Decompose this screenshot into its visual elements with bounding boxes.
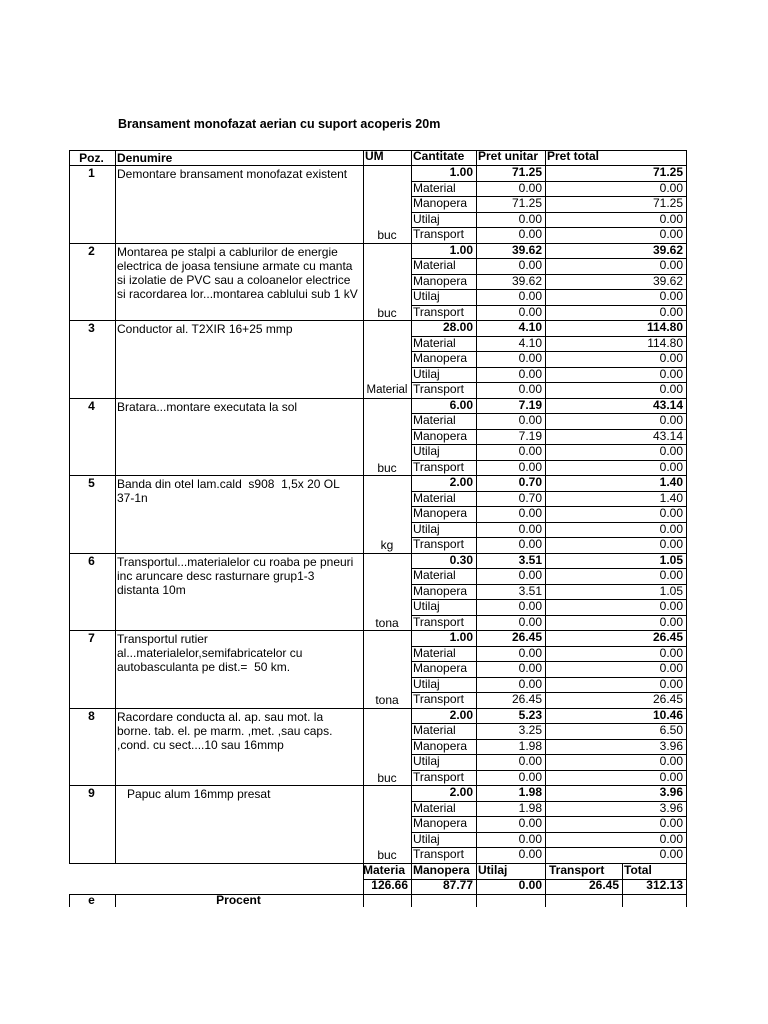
summary-value-manopera: 87.77 bbox=[442, 878, 473, 892]
summary-value-transport: 26.45 bbox=[588, 878, 619, 892]
item-unit: tona bbox=[375, 693, 399, 707]
grid-line bbox=[411, 150, 412, 165]
grid-line bbox=[686, 475, 687, 553]
grid-line bbox=[686, 320, 687, 398]
grid-line bbox=[69, 165, 70, 243]
cost-category-total: 0.00 bbox=[659, 754, 683, 768]
item-unit-price: 71.25 bbox=[511, 165, 542, 179]
footer-procent-label: Procent bbox=[216, 893, 261, 907]
cost-category-unit-price: 0.00 bbox=[518, 305, 542, 319]
grid-line bbox=[115, 320, 116, 398]
item-number: 1 bbox=[88, 166, 95, 180]
item-description: Conductor al. T2XIR 16+25 mmp bbox=[117, 322, 293, 336]
cost-category-unit-price: 4.10 bbox=[518, 336, 542, 350]
item-quantity: 1.00 bbox=[449, 165, 473, 179]
item-total-price: 39.62 bbox=[652, 243, 683, 257]
cost-category-label: Transport bbox=[413, 615, 464, 629]
cost-category-label: Utilaj bbox=[413, 677, 440, 691]
item-number: 7 bbox=[88, 631, 95, 645]
cost-category-total: 0.00 bbox=[659, 212, 683, 226]
cost-category-unit-price: 0.00 bbox=[518, 646, 542, 660]
item-number: 8 bbox=[88, 709, 95, 723]
grid-line bbox=[69, 785, 70, 863]
cost-category-total: 0.00 bbox=[659, 413, 683, 427]
cost-category-unit-price: 0.00 bbox=[518, 506, 542, 520]
document-title: Bransament monofazat aerian cu suport acoperis 20m bbox=[118, 117, 441, 131]
cost-category-total: 0.00 bbox=[659, 227, 683, 241]
grid-line bbox=[476, 894, 477, 907]
cost-category-total: 0.00 bbox=[659, 615, 683, 629]
grid-line bbox=[476, 785, 477, 863]
item-description: Transportul rutier al...materialelor,semifabricatelor cu autobasculanta pe dist.= 50 km. bbox=[117, 632, 306, 674]
cost-category-total: 0.00 bbox=[659, 568, 683, 582]
grid-line bbox=[411, 630, 412, 708]
cost-category-unit-price: 0.00 bbox=[518, 816, 542, 830]
grid-line bbox=[69, 475, 70, 553]
grid-line bbox=[622, 863, 623, 894]
item-total-price: 43.14 bbox=[652, 398, 683, 412]
cost-category-label: Transport bbox=[413, 305, 464, 319]
item-description: Demontare bransament monofazat existent bbox=[117, 167, 348, 181]
grid-line bbox=[545, 630, 546, 708]
cost-category-label: Manopera bbox=[413, 816, 468, 830]
item-unit-price: 26.45 bbox=[511, 630, 542, 644]
summary-header-transport: Transport bbox=[549, 863, 605, 877]
cost-category-unit-price: 0.00 bbox=[518, 847, 542, 861]
item-unit-price: 1.98 bbox=[518, 785, 542, 799]
cost-category-label: Material bbox=[413, 801, 456, 815]
grid-line bbox=[69, 894, 70, 907]
cost-category-total: 26.45 bbox=[652, 692, 683, 706]
grid-line bbox=[411, 165, 412, 243]
grid-line bbox=[686, 165, 687, 243]
cost-category-label: Manopera bbox=[413, 196, 468, 210]
item-quantity: 0.30 bbox=[449, 553, 473, 567]
footer-poz: e bbox=[88, 893, 95, 907]
cost-category-label: Material bbox=[413, 723, 456, 737]
cost-category-unit-price: 0.00 bbox=[518, 227, 542, 241]
item-unit: buc bbox=[377, 228, 397, 242]
cost-category-label: Manopera bbox=[413, 429, 468, 443]
cost-category-total: 0.00 bbox=[659, 444, 683, 458]
item-quantity: 2.00 bbox=[449, 785, 473, 799]
cost-category-unit-price: 0.00 bbox=[518, 615, 542, 629]
cost-category-unit-price: 0.70 bbox=[518, 491, 542, 505]
cost-category-unit-price: 0.00 bbox=[518, 832, 542, 846]
item-total-price: 1.05 bbox=[659, 553, 683, 567]
grid-line bbox=[411, 863, 412, 894]
grid-line bbox=[69, 630, 70, 708]
cost-category-total: 0.00 bbox=[659, 661, 683, 675]
cost-category-total: 0.00 bbox=[659, 816, 683, 830]
grid-line bbox=[686, 243, 687, 321]
cost-category-label: Manopera bbox=[413, 274, 468, 288]
item-number: 5 bbox=[88, 476, 95, 490]
cost-category-unit-price: 0.00 bbox=[518, 181, 542, 195]
cost-category-unit-price: 1.98 bbox=[518, 801, 542, 815]
cost-category-label: Utilaj bbox=[413, 289, 440, 303]
grid-line bbox=[411, 708, 412, 786]
cost-category-total: 0.00 bbox=[659, 460, 683, 474]
cost-category-label: Transport bbox=[413, 227, 464, 241]
cost-category-unit-price: 0.00 bbox=[518, 212, 542, 226]
cost-category-total: 0.00 bbox=[659, 522, 683, 536]
cost-category-label: Manopera bbox=[413, 739, 468, 753]
grid-line bbox=[476, 553, 477, 631]
cost-category-label: Utilaj bbox=[413, 754, 440, 768]
grid-line bbox=[476, 165, 477, 243]
grid-line bbox=[115, 398, 116, 476]
item-quantity: 2.00 bbox=[449, 708, 473, 722]
header-pret-unitar: Pret unitar bbox=[478, 149, 539, 163]
grid-line bbox=[69, 243, 70, 321]
cost-category-total: 39.62 bbox=[652, 274, 683, 288]
cost-category-unit-price: 0.00 bbox=[518, 367, 542, 381]
cost-category-total: 0.00 bbox=[659, 770, 683, 784]
cost-category-label: Manopera bbox=[413, 506, 468, 520]
grid-line bbox=[115, 785, 116, 863]
grid-line bbox=[476, 398, 477, 476]
grid-line bbox=[476, 150, 477, 165]
cost-category-unit-price: 0.00 bbox=[518, 537, 542, 551]
item-unit: buc bbox=[377, 461, 397, 475]
item-number: 6 bbox=[88, 554, 95, 568]
item-unit: Material bbox=[366, 384, 408, 396]
item-description: Racordare conducta al. ap. sau mot. la borne. tab. el. pe marm. ,met. ,sau caps. ,cond. cu sect....10 sau 16mmp bbox=[117, 710, 336, 752]
cost-category-label: Material bbox=[413, 336, 456, 350]
cost-category-total: 0.00 bbox=[659, 832, 683, 846]
item-description: Transportul...materialelor cu roaba pe pneuri inc aruncare desc rasturnare grup1-3 distanta 10m bbox=[117, 555, 357, 597]
cost-category-label: Material bbox=[413, 181, 456, 195]
cost-category-unit-price: 3.25 bbox=[518, 723, 542, 737]
grid-line bbox=[115, 150, 116, 165]
cost-category-total: 0.00 bbox=[659, 599, 683, 613]
cost-category-total: 0.00 bbox=[659, 847, 683, 861]
item-unit: buc bbox=[377, 848, 397, 862]
item-unit-price: 39.62 bbox=[511, 243, 542, 257]
cost-category-total: 0.00 bbox=[659, 677, 683, 691]
item-description: Banda din otel lam.cald s908 1,5x 20 OL 37-1n bbox=[117, 477, 343, 505]
item-unit: kg bbox=[380, 538, 394, 552]
cost-category-unit-price: 0.00 bbox=[518, 444, 542, 458]
item-description: Papuc alum 16mmp presat bbox=[117, 787, 271, 801]
cost-category-total: 6.50 bbox=[659, 723, 683, 737]
cost-category-label: Material bbox=[413, 568, 456, 582]
grid-line bbox=[686, 553, 687, 631]
item-quantity: 1.00 bbox=[449, 243, 473, 257]
cost-category-label: Material bbox=[413, 646, 456, 660]
grid-line bbox=[69, 708, 70, 786]
grid-line bbox=[686, 398, 687, 476]
item-description: Bratara...montare executata la sol bbox=[117, 400, 298, 414]
cost-category-label: Material bbox=[413, 491, 456, 505]
cost-category-total: 3.96 bbox=[659, 801, 683, 815]
cost-category-unit-price: 7.19 bbox=[518, 429, 542, 443]
grid-line bbox=[622, 894, 623, 907]
cost-category-unit-price: 0.00 bbox=[518, 661, 542, 675]
cost-category-total: 43.14 bbox=[652, 429, 683, 443]
cost-category-unit-price: 26.45 bbox=[511, 692, 542, 706]
header-pret-total: Pret total bbox=[547, 149, 600, 163]
cost-category-total: 1.05 bbox=[659, 584, 683, 598]
item-number: 9 bbox=[88, 786, 95, 800]
item-quantity: 2.00 bbox=[449, 475, 473, 489]
grid-line bbox=[411, 243, 412, 321]
grid-line bbox=[69, 150, 70, 165]
grid-line bbox=[686, 708, 687, 786]
cost-category-unit-price: 0.00 bbox=[518, 413, 542, 427]
grid-line bbox=[363, 150, 364, 165]
cost-category-label: Transport bbox=[413, 692, 464, 706]
grid-line bbox=[686, 894, 687, 907]
item-total-price: 26.45 bbox=[652, 630, 683, 644]
grid-line bbox=[545, 475, 546, 553]
item-quantity: 6.00 bbox=[449, 398, 473, 412]
cost-category-unit-price: 3.51 bbox=[518, 584, 542, 598]
grid-line bbox=[545, 708, 546, 786]
cost-category-unit-price: 0.00 bbox=[518, 351, 542, 365]
header-um: UM bbox=[365, 149, 384, 163]
item-unit-price: 7.19 bbox=[518, 398, 542, 412]
item-number: 3 bbox=[88, 321, 95, 335]
cost-category-unit-price: 1.98 bbox=[518, 739, 542, 753]
summary-value-total: 312.13 bbox=[646, 878, 683, 892]
cost-category-unit-price: 0.00 bbox=[518, 599, 542, 613]
item-unit-price: 3.51 bbox=[518, 553, 542, 567]
cost-category-label: Utilaj bbox=[413, 832, 440, 846]
cost-category-total: 0.00 bbox=[659, 289, 683, 303]
item-number: 2 bbox=[88, 244, 95, 258]
cost-category-total: 0.00 bbox=[659, 305, 683, 319]
grid-line bbox=[476, 708, 477, 786]
cost-category-unit-price: 0.00 bbox=[518, 289, 542, 303]
cost-category-total: 0.00 bbox=[659, 506, 683, 520]
grid-line bbox=[686, 785, 687, 863]
summary-value-material: 126.66 bbox=[371, 878, 408, 892]
cost-category-unit-price: 0.00 bbox=[518, 568, 542, 582]
grid-line bbox=[69, 398, 70, 476]
cost-category-label: Manopera bbox=[413, 584, 468, 598]
cost-category-label: Utilaj bbox=[413, 367, 440, 381]
grid-line bbox=[115, 630, 116, 708]
item-unit: buc bbox=[377, 771, 397, 785]
grid-line bbox=[686, 150, 687, 165]
cost-category-label: Material bbox=[413, 413, 456, 427]
cost-category-label: Utilaj bbox=[413, 212, 440, 226]
cost-category-label: Transport bbox=[413, 537, 464, 551]
grid-line bbox=[115, 553, 116, 631]
grid-line bbox=[686, 630, 687, 708]
grid-line bbox=[476, 243, 477, 321]
summary-header-material: Materia bbox=[363, 863, 406, 877]
cost-category-unit-price: 71.25 bbox=[511, 196, 542, 210]
grid-line bbox=[476, 630, 477, 708]
grid-line bbox=[363, 894, 364, 907]
cost-category-label: Manopera bbox=[413, 351, 468, 365]
grid-line bbox=[545, 243, 546, 321]
cost-category-unit-price: 39.62 bbox=[511, 274, 542, 288]
grid-line bbox=[411, 475, 412, 553]
header-denumire: Denumire bbox=[117, 151, 173, 165]
item-quantity: 28.00 bbox=[442, 320, 473, 334]
grid-line bbox=[115, 708, 116, 786]
cost-category-unit-price: 0.00 bbox=[518, 754, 542, 768]
grid-line bbox=[545, 150, 546, 165]
cost-category-label: Transport bbox=[413, 382, 464, 396]
cost-category-unit-price: 0.00 bbox=[518, 460, 542, 474]
grid-line bbox=[115, 165, 116, 243]
grid-line bbox=[69, 320, 70, 398]
grid-line bbox=[411, 398, 412, 476]
cost-category-total: 0.00 bbox=[659, 537, 683, 551]
grid-line bbox=[115, 894, 116, 907]
grid-line bbox=[411, 320, 412, 398]
cost-category-unit-price: 0.00 bbox=[518, 770, 542, 784]
item-total-price: 1.40 bbox=[659, 475, 683, 489]
cost-category-label: Utilaj bbox=[413, 599, 440, 613]
cost-category-label: Utilaj bbox=[413, 522, 440, 536]
summary-header-manopera: Manopera bbox=[413, 863, 470, 877]
grid-line bbox=[476, 863, 477, 894]
cost-category-label: Transport bbox=[413, 460, 464, 474]
cost-category-total: 0.00 bbox=[659, 367, 683, 381]
cost-category-total: 0.00 bbox=[659, 351, 683, 365]
header-poz: Poz. bbox=[79, 151, 104, 165]
grid-line bbox=[476, 320, 477, 398]
cost-category-total: 0.00 bbox=[659, 181, 683, 195]
item-unit-price: 4.10 bbox=[518, 320, 542, 334]
cost-category-total: 0.00 bbox=[659, 258, 683, 272]
cost-category-total: 0.00 bbox=[659, 382, 683, 396]
grid-line bbox=[115, 475, 116, 553]
summary-value-utilaj: 0.00 bbox=[518, 878, 542, 892]
item-number: 4 bbox=[88, 399, 95, 413]
grid-line bbox=[545, 785, 546, 863]
cost-category-label: Material bbox=[413, 258, 456, 272]
grid-line bbox=[545, 863, 546, 894]
grid-line bbox=[545, 165, 546, 243]
item-quantity: 1.00 bbox=[449, 630, 473, 644]
grid-line bbox=[115, 243, 116, 321]
header-cantitate: Cantitate bbox=[413, 149, 465, 163]
item-unit-price: 0.70 bbox=[518, 475, 542, 489]
grid-line bbox=[411, 553, 412, 631]
item-unit: buc bbox=[377, 306, 397, 320]
cost-category-label: Utilaj bbox=[413, 444, 440, 458]
summary-header-total: Total bbox=[624, 863, 652, 877]
grid-line bbox=[545, 398, 546, 476]
cost-category-total: 3.96 bbox=[659, 739, 683, 753]
cost-category-unit-price: 0.00 bbox=[518, 677, 542, 691]
grid-line bbox=[686, 863, 687, 894]
cost-category-unit-price: 0.00 bbox=[518, 382, 542, 396]
cost-category-unit-price: 0.00 bbox=[518, 258, 542, 272]
item-total-price: 3.96 bbox=[659, 785, 683, 799]
cost-category-label: Transport bbox=[413, 847, 464, 861]
cost-category-total: 1.40 bbox=[659, 491, 683, 505]
grid-line bbox=[545, 894, 546, 907]
summary-header-utilaj: Utilaj bbox=[478, 863, 508, 877]
cost-category-total: 0.00 bbox=[659, 646, 683, 660]
grid-line bbox=[411, 785, 412, 863]
cost-category-unit-price: 0.00 bbox=[518, 522, 542, 536]
grid-line bbox=[69, 553, 70, 631]
item-unit: tona bbox=[375, 616, 399, 630]
cost-category-total: 114.80 bbox=[647, 336, 683, 350]
grid-line bbox=[411, 894, 412, 907]
cost-category-label: Manopera bbox=[413, 661, 468, 675]
cost-category-label: Transport bbox=[413, 770, 464, 784]
grid-line bbox=[476, 475, 477, 553]
item-description: Montarea pe stalpi a cablurilor de energie electrica de joasa tensiune armate cu manta si izolatie de PVC sau a coloanelor electrice si racordarea lor...montarea cablului sub 1 kV bbox=[117, 245, 358, 301]
grid-line bbox=[545, 553, 546, 631]
item-unit-price: 5.23 bbox=[518, 708, 542, 722]
item-total-price: 71.25 bbox=[652, 165, 683, 179]
cost-category-total: 71.25 bbox=[652, 196, 683, 210]
item-total-price: 10.46 bbox=[652, 708, 683, 722]
grid-line bbox=[545, 320, 546, 398]
item-total-price: 114.80 bbox=[646, 320, 683, 334]
